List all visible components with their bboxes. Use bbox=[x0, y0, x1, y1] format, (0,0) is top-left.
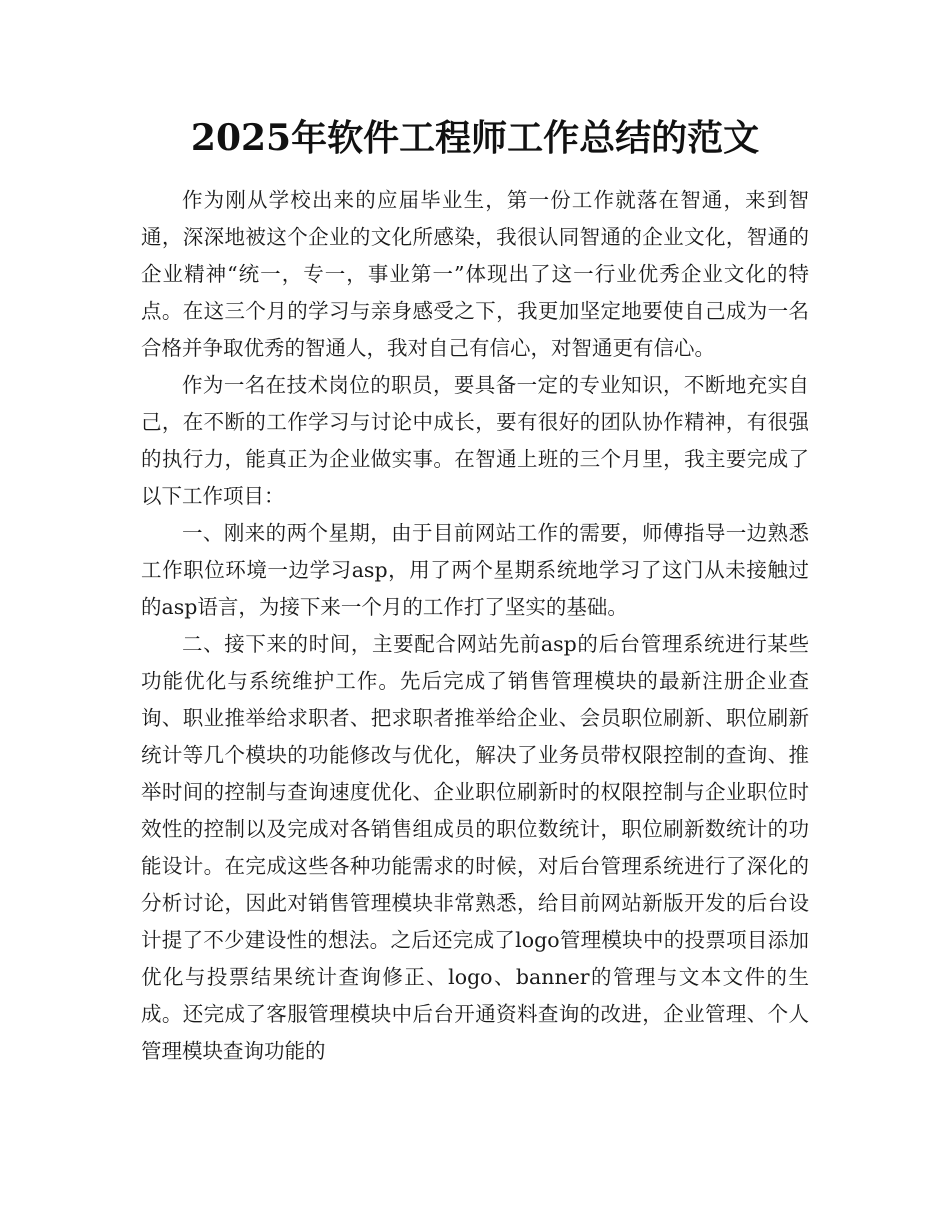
paragraph-3: 一、刚来的两个星期，由于目前网站工作的需要，师傅指导一边熟悉工作职位环境一边学习asp，用了两个星期系统地学习了这门从未接触过的asp语言，为接下来一个月的工作打了坚实的基础。 bbox=[141, 521, 809, 619]
paragraph-2: 作为一名在技术岗位的职员，要具备一定的专业知识，不断地充实自己，在不断的工作学习与讨论中成长，要有很好的团队协作精神，有很强的执行力，能真正为企业做实事。在智通上班的三个月里，我主要完成了以下工作项目： bbox=[141, 373, 809, 508]
document-body bbox=[141, 182, 809, 1070]
paragraph-1: 作为刚从学校出来的应届毕业生，第一份工作就落在智通，来到智通，深深地被这个企业的文化所感染，我很认同智通的企业文化，智通的企业精神“统一，专一，事业第一”体现出了这一行业优秀企业文化的特点。在这三个月的学习与亲身感受之下，我更加坚定地要使自己成为一名合格并争取优秀的智通人，我对自己有信心，对智通更有信心。 bbox=[141, 188, 809, 360]
document-title: 2025年软件工程师工作总结的范文 bbox=[190, 117, 760, 159]
paragraph-4: 二、接下来的时间，主要配合网站先前asp的后台管理系统进行某些功能优化与系统维护工作。先后完成了销售管理模块的最新注册企业查询、职业推举给求职者、把求职者推举给企业、会员职位刷新、职位刷新统计等几个模块的功能修改与优化，解决了业务员带权限控制的查询、推举时间的控制与查询速度优化、企业职位刷新时的权限控制与企业职位时效性的控制以及完成对各销售组成员的职位数统计，职位刷新数统计的功能设计。在完成这些各种功能需求的时候，对后台管理系统进行了深化的分析讨论，因此对销售管理模块非常熟悉，给目前网站新版开发的后台设计提了不少建设性的想法。之后还完成了logo管理模块中的投票项目添加优化与投票结果统计查询修正、logo、banner的管理与文本文件的生成。还完成了客服管理模块中后台开通资料查询的改进，企业管理、个人管理模块查询功能的 bbox=[141, 632, 809, 1063]
